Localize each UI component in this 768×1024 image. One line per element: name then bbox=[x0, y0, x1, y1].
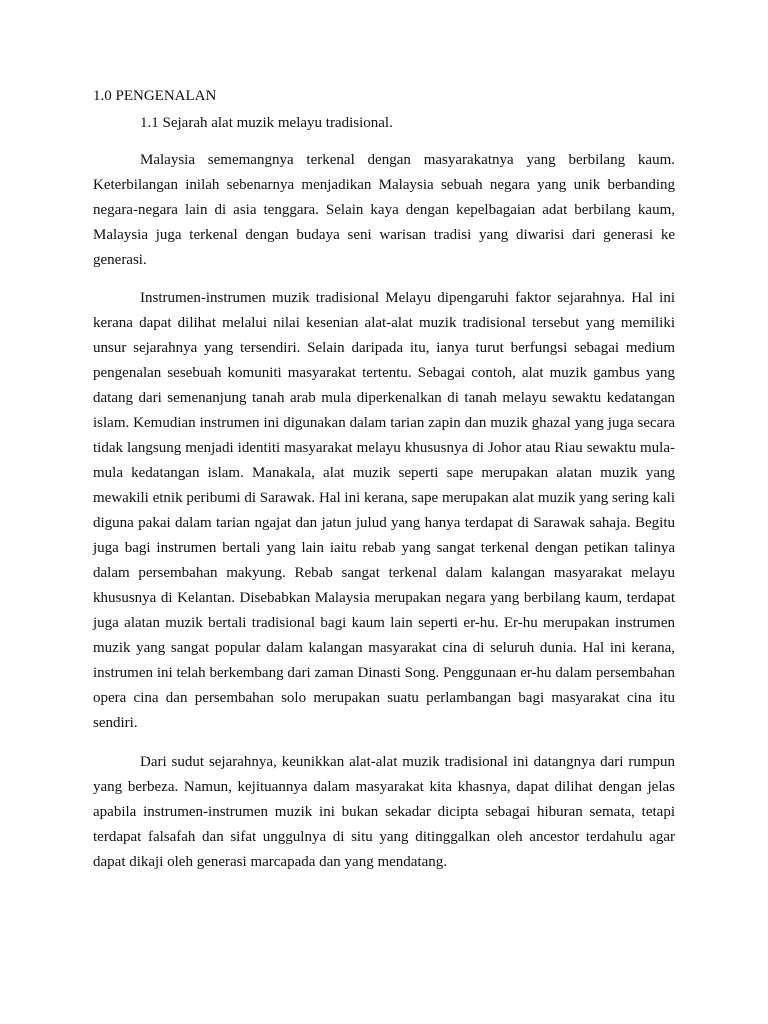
section-heading: 1.0 PENGENALAN bbox=[93, 88, 217, 104]
paragraph-uniqueness: Dari sudut sejarahnya, keunikkan alat-alat muzik tradisional ini datangnya dari rumpun yang berbeza. Namun, kejituannya dalam masyarakat kita khasnya, dapat dilihat dengan jelas apabila instrumen-instrumen muzik ini bukan sekadar dicipta sebagai hiburan semata, tetapi terdapat falsafah dan sifat unggulnya di situ yang ditinggalkan oleh ancestor terdahulu agar dapat dikaji oleh generasi marcapada dan yang mendatang. bbox=[93, 754, 675, 870]
paragraph-intro: Malaysia sememangnya terkenal dengan masyarakatnya yang berbilang kaum. Keterbilangan inilah sebenarnya menjadikan Malaysia sebuah negara yang unik berbanding negara-negara lain di asia tenggara. Selain kaya dengan kepelbagaian adat berbilang kaum, Malaysia juga terkenal dengan budaya seni warisan tradisi yang diwarisi dari generasi ke generasi. bbox=[93, 152, 675, 268]
subsection-heading: 1.1 Sejarah alat muzik melayu tradisional. bbox=[140, 115, 393, 131]
paragraph-instruments-history: Instrumen-instrumen muzik tradisional Melayu dipengaruhi faktor sejarahnya. Hal ini kerana dapat dilihat melalui nilai kesenian alat-alat muzik tradisional tersebut yang memiliki unsur sejarahnya yang tersendiri. Selain daripada itu, ianya turut berfungsi sebagai medium pengenalan sesebuah komuniti masyarakat tertentu. Sebagai contoh, alat muzik gambus yang datang dari semenanjung tanah arab mula diperkenalkan di tanah melayu sewaktu kedatangan islam. Kemudian instrumen ini digunakan dalam tarian zapin dan muzik ghazal yang juga secara tidak langsung menjadi identiti masyarakat melayu khususnya di Johor atau Riau sewaktu mula-mula kedatangan islam. Manakala, alat muzik seperti sape merupakan alatan muzik yang mewakili etnik peribumi di Sarawak. Hal ini kerana, sape merupakan alat muzik yang sering kali diguna pakai dalam tarian ngajat dan jatun julud yang hanya terdapat di Sarawak sahaja. Begitu juga bagi instrumen bertali yang lain iaitu rebab yang sangat terkenal dengan petikan talinya dalam persembahan makyung. Rebab sangat terkenal dalam kalangan masyarakat melayu khususnya di Kelantan. Disebabkan Malaysia merupakan negara yang berbilang kaum, terdapat juga alatan muzik bertali tradisional bagi kaum lain seperti er-hu. Er-hu merupakan instrumen muzik yang sangat popular dalam kalangan masyarakat cina di seluruh dunia. Hal ini kerana, instrumen ini telah berkembang dari zaman Dinasti Song. Penggunaan er-hu dalam persembahan opera cina dan persembahan solo merupakan suatu perlambangan bagi masyarakat cina itu sendiri. bbox=[93, 290, 675, 731]
